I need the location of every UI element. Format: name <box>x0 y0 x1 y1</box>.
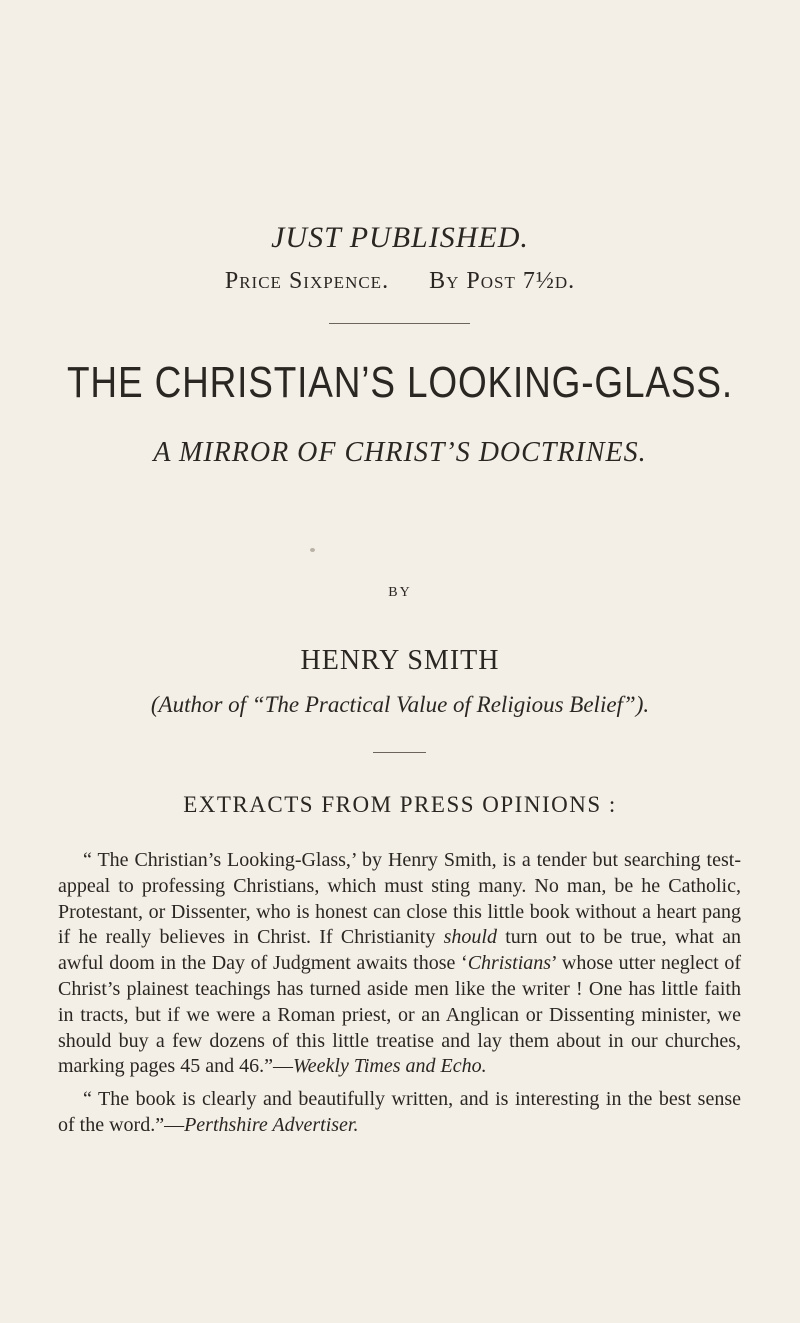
press-quote-perthshire: “ The book is clearly and beautifully written, and is interesting in the best sense of the word.”—Perthshire Advertiser. <box>58 1088 741 1136</box>
ink-speck <box>310 548 315 552</box>
quote-source: Perthshire Advertiser. <box>184 1113 359 1136</box>
extracts-heading: EXTRACTS FROM PRESS OPINIONS : <box>183 792 617 817</box>
price-line <box>0 268 800 295</box>
divider-rule-top <box>329 323 470 324</box>
book-subtitle: A MIRROR OF CHRIST’S DOCTRINES. <box>153 437 647 468</box>
by-label: BY <box>388 585 412 600</box>
quote-source: Weekly Times and Echo. <box>292 1055 487 1078</box>
press-opinions <box>58 848 741 1139</box>
price-sixpence: Price Sixpence. <box>224 268 390 294</box>
press-quote-weekly-times: “ The Christian’s Looking-Glass,’ by Henry Smith, is a tender but searching test-appeal to professing Christians, which must sting many. No man, be he Catholic, Protestant, or Dissenter, who is honest can close this little book without a heart pang if he really believes in Christ. If Christianity should turn out to be true, what an awful doom in the Day of Judgment awaits those ‘Christians’ whose utter neglect of Christ’s plainest teachings has turned aside men like the writer ! One has little faith in tracts, but if we were a Roman priest, or an Anglican or Dissenting minister, we should buy a few dozens of this little treatise and lay them about in our churches, marking pages 45 and 46.”—Weekly Times and Echo. <box>58 849 741 1078</box>
divider-rule-middle <box>373 752 426 753</box>
author-note: (Author of “The Practical Value of Religious Belief”). <box>150 692 650 717</box>
just-published-heading: JUST PUBLISHED. <box>271 221 529 254</box>
author-name: HENRY SMITH <box>300 645 500 676</box>
book-title: THE CHRISTIAN’S LOOKING-GLASS. <box>67 358 733 407</box>
by-post-price: By Post 7½d. <box>429 268 576 294</box>
